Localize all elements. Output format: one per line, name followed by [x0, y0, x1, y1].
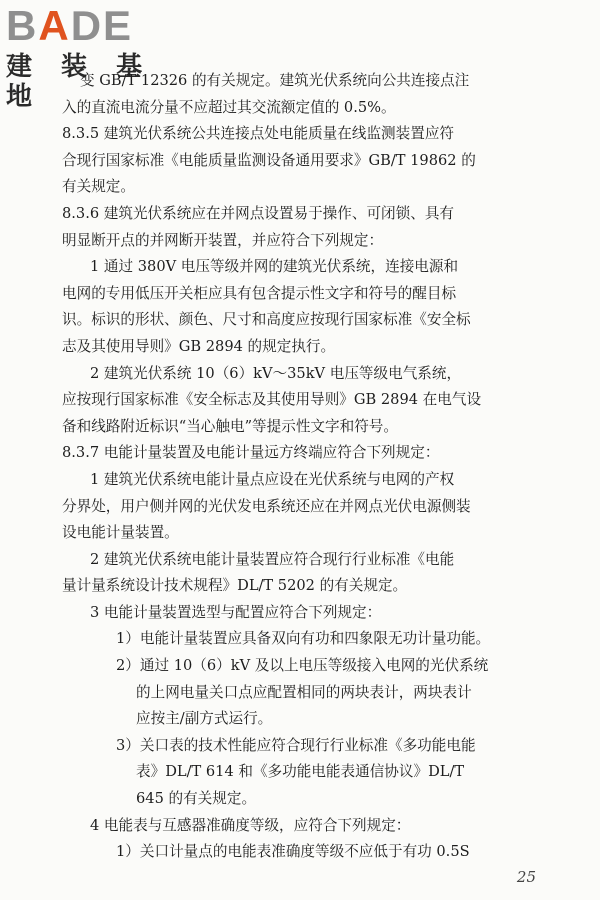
text-line: 表》DL/T 614 和《多功能电能表通信协议》DL/T: [136, 763, 465, 781]
text-line: 明显断开点的并网断开装置，并应符合下列规定：: [62, 231, 384, 249]
item-2: 2 建筑光伏系统电能计量装置应符合现行行业标准《电能: [90, 550, 455, 568]
logo-chinese: 建 装 基 地: [6, 52, 153, 112]
sub-item-2: 2）通过 10（6）kV 及以上电压等级接入电网的光伏系统: [116, 657, 489, 675]
text-line: 合现行国家标准《电能质量监测设备通用要求》GB/T 19862 的: [62, 151, 476, 169]
item-2: 2 建筑光伏系统 10（6）kV～35kV 电压等级电气系统，: [90, 364, 462, 382]
sub-item-1: 1）电能计量装置应具备双向有功和四象限无功计量功能。: [116, 630, 491, 648]
text-line: 645 的有关规定。: [136, 790, 257, 808]
text-line: 设电能计量装置。: [62, 524, 179, 542]
text-line: 电网的专用低压开关柜应具有包含提示性文字和符号的醒目标: [62, 284, 457, 302]
text-line: 量计量系统设计技术规程》DL/T 5202 的有关规定。: [62, 577, 408, 595]
item-1: 1 建筑光伏系统电能计量点应设在光伏系统与电网的产权: [90, 470, 455, 488]
logo-brand: BADE: [6, 2, 134, 49]
text-line: 备和线路附近标识“当心触电”等提示性文字和符号。: [62, 417, 398, 435]
item-3: 3 电能计量装置选型与配置应符合下列规定：: [90, 603, 382, 621]
page-number: 25: [516, 868, 536, 886]
sub-item-3: 3）关口表的技术性能应符合现行行业标准《多功能电能: [116, 736, 476, 754]
text-line: 应按现行国家标准《安全标志及其使用导则》GB 2894 在电气设: [62, 391, 482, 409]
clause-8-3-7: 8.3.7 电能计量装置及电能计量远方终端应符合下列规定：: [62, 444, 440, 462]
item-1: 1 通过 380V 电压等级并网的建筑光伏系统，连接电源和: [90, 258, 459, 276]
text-line: 有关规定。: [62, 178, 135, 196]
text-line: 识。标识的形状、颜色、尺寸和高度应按现行国家标准《安全标: [62, 311, 471, 329]
document-body: [62, 68, 542, 866]
text-line: 入的直流电流分量不应超过其交流额定值的 0.5%。: [62, 98, 396, 116]
item-4: 4 电能表与互感器准确度等级，应符合下列规定：: [90, 816, 411, 834]
text-line: 应按主/副方式运行。: [136, 710, 273, 728]
text-line: 的上网电量关口点应配置相同的两块表计，两块表计: [136, 683, 472, 701]
text-line: 分界处，用户侧并网的光伏发电系统还应在并网点光伏电源侧装: [62, 497, 471, 515]
sub-item-1: 1）关口计量点的电能表准确度等级不应低于有功 0.5S: [116, 843, 470, 861]
clause-8-3-6: 8.3.6 建筑光伏系统应在并网点设置易于操作、可闭锁、具有: [62, 204, 455, 222]
text-line: 志及其使用导则》GB 2894 的规定执行。: [62, 337, 336, 355]
clause-8-3-5: 8.3.5 建筑光伏系统公共连接点处电能质量在线监测装置应符: [62, 125, 455, 143]
text-line: 变 GB/T 12326 的有关规定。建筑光伏系统向公共连接点注: [80, 72, 470, 89]
